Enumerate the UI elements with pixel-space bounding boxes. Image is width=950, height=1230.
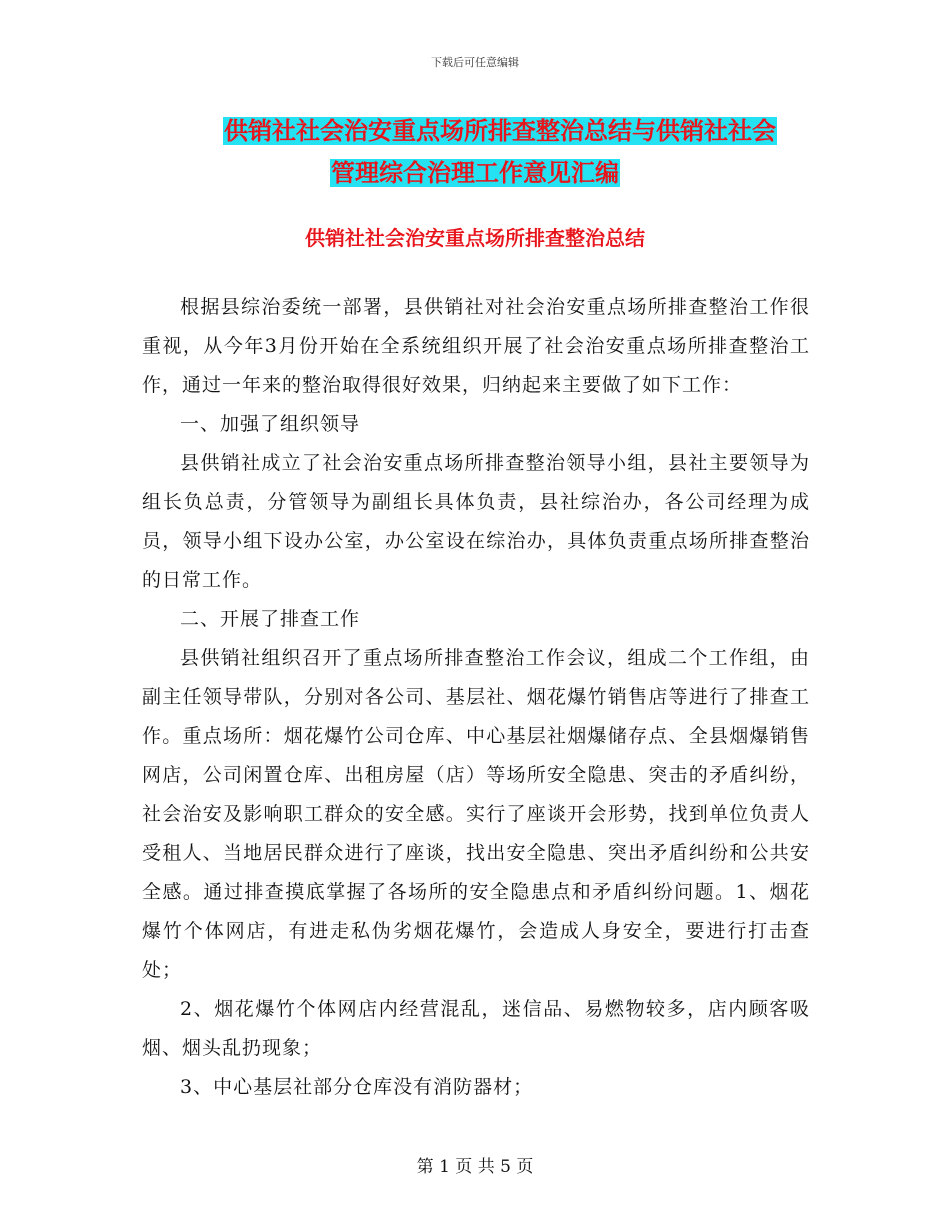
- section-title: 供销社社会治安重点场所排查整治总结: [305, 226, 645, 250]
- document-title: [0, 110, 950, 194]
- section-heading: 一、加强了组织领导: [180, 413, 361, 435]
- page-header-note: 下载后可任意编辑: [431, 56, 519, 69]
- page-number-footer: 第 1 页 共 5 页: [416, 1157, 534, 1177]
- section-heading: 二、开展了排查工作: [180, 608, 361, 630]
- title-line-2: 管理综合治理工作意见汇编: [331, 159, 619, 187]
- body-paragraph: 2、烟花爆竹个体网店内经营混乱，迷信品、易燃物较多，店内顾客吸烟、烟头乱扔现象；: [142, 998, 810, 1059]
- document-body: [142, 288, 810, 1107]
- body-paragraph: 县供销社成立了社会治安重点场所排查整治领导小组，县社主要领导为组长负总责，分管领导为副组长具体负责，县社综治办，各公司经理为成员，领导小组下设办公室，办公室设在综治办，具体负责重点场所排查整治的日常工作。: [142, 452, 810, 591]
- body-paragraph: 3、中心基层社部分仓库没有消防器材；: [180, 1076, 534, 1098]
- body-paragraph: 根据县综治委统一部署，县供销社对社会治安重点场所排查整治工作很重视，从今年3月份开始在全系统组织开展了社会治安重点场所排查整治工作，通过一年来的整治取得很好效果，归纳起来主要做了如下工作：: [142, 296, 810, 396]
- title-line-1: 供销社社会治安重点场所排查整治总结与供销社社会: [224, 117, 776, 145]
- body-paragraph: 县供销社组织召开了重点场所排查整治工作会议，组成二个工作组，由副主任领导带队，分别对各公司、基层社、烟花爆竹销售店等进行了排查工作。重点场所：烟花爆竹公司仓库、中心基层社烟爆储存点、全县烟爆销售网店，公司闲置仓库、出租房屋（店）等场所安全隐患、突击的矛盾纠纷，社会治安及影响职工群众的安全感。实行了座谈开会形势，找到单位负责人受租人、当地居民群众进行了座谈，找出安全隐患、突出矛盾纠纷和公共安全感。通过排查摸底掌握了各场所的安全隐患点和矛盾纠纷问题。1、烟花爆竹个体网店，有进走私伪劣烟花爆竹，会造成人身安全，要进行打击查处；: [142, 647, 810, 981]
